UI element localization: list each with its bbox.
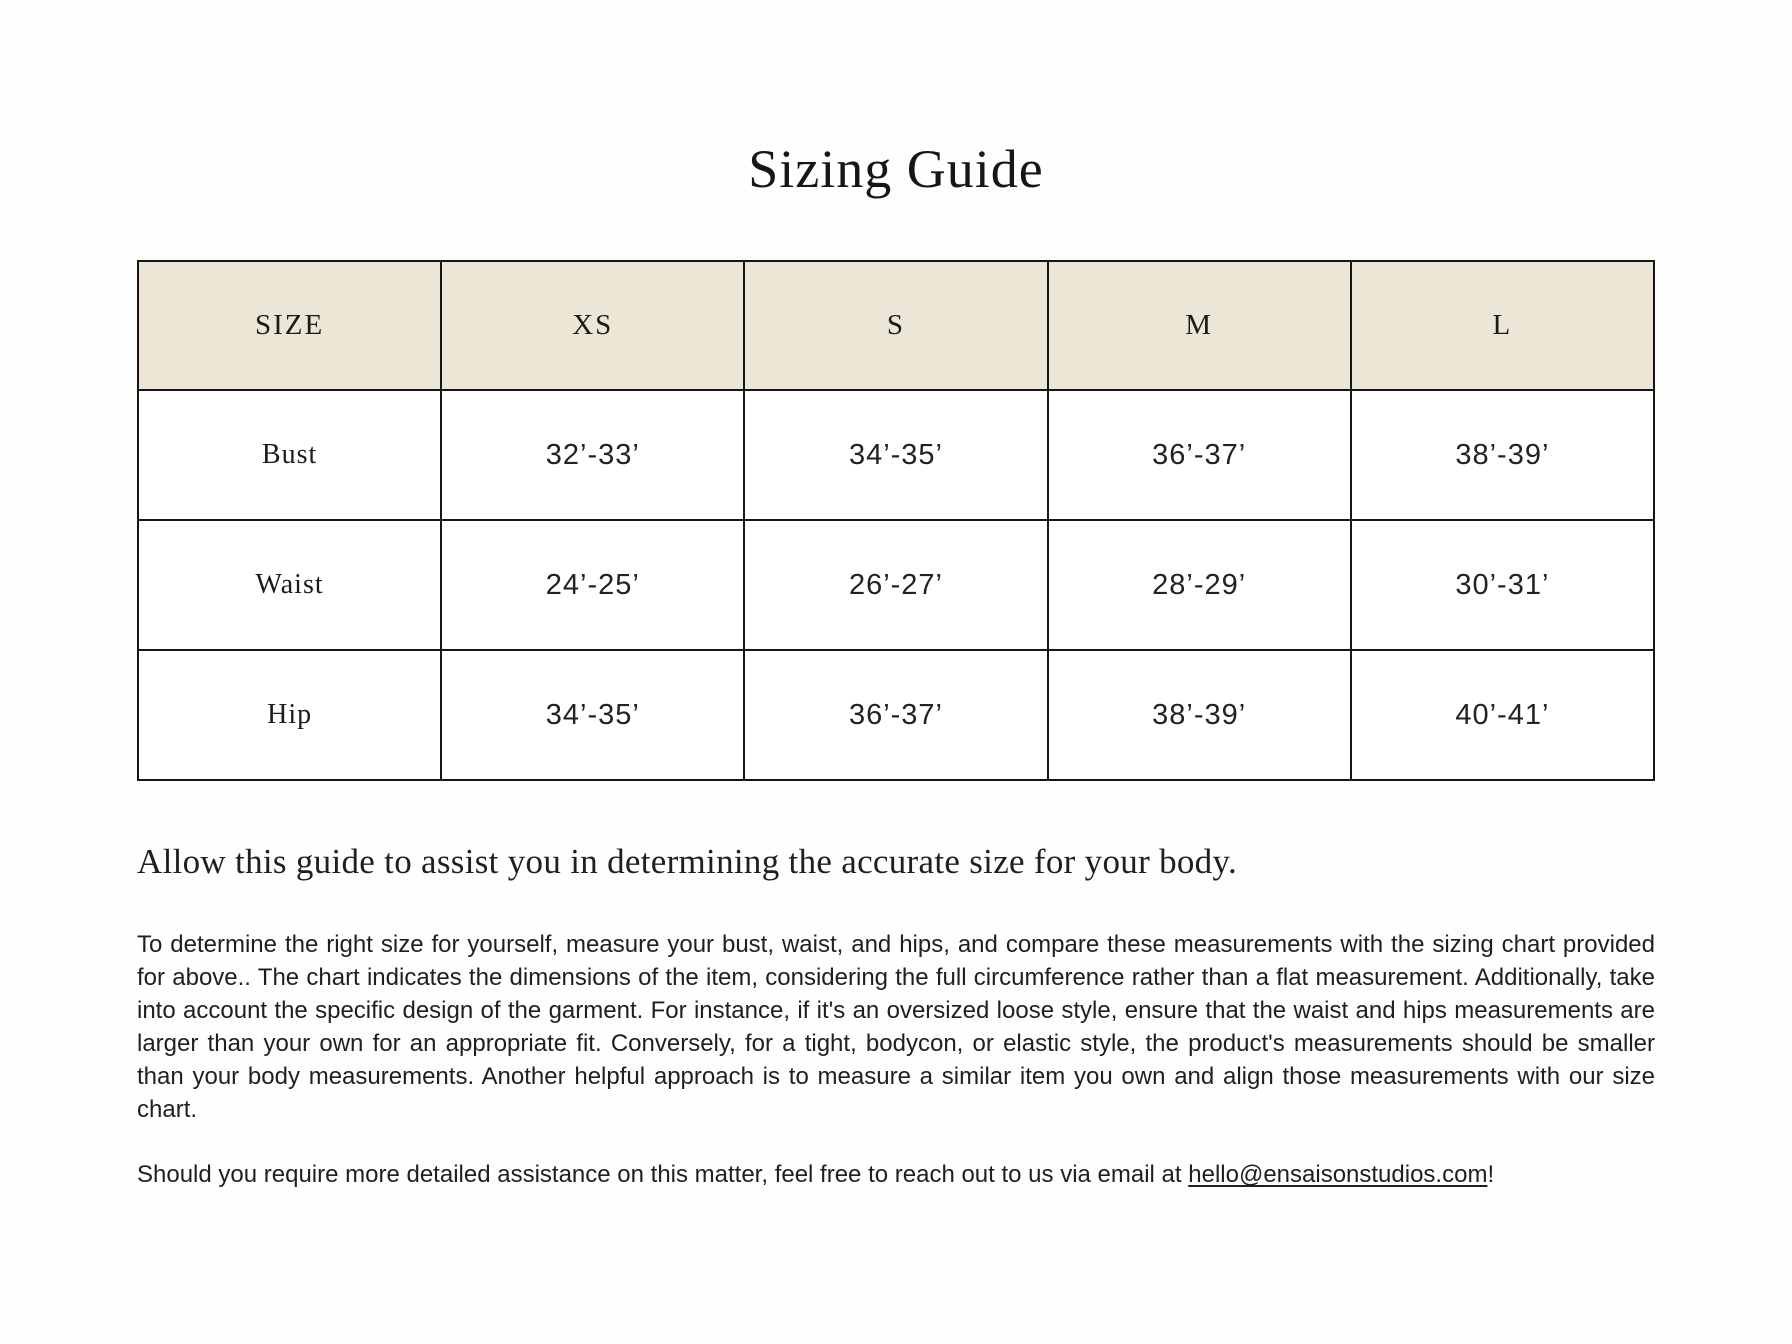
column-header-xs: XS [441, 261, 744, 390]
size-value-cell: 34’-35’ [441, 650, 744, 780]
size-chart-table [137, 260, 1655, 781]
row-label: Hip [138, 650, 441, 780]
size-column-header: SIZE [138, 261, 441, 390]
contact-text: Should you require more detailed assistance on this matter, feel free to reach out to us via email at [137, 1161, 1189, 1188]
size-value-cell: 38’-39’ [1048, 650, 1351, 780]
column-header-s: S [744, 261, 1047, 390]
size-row-waist [138, 520, 1654, 650]
size-value-cell: 36’-37’ [1048, 390, 1351, 520]
row-label: Bust [138, 390, 441, 520]
size-value-cell: 30’-31’ [1351, 520, 1654, 650]
contact-line [137, 1158, 1697, 1191]
size-value-cell: 26’-27’ [744, 520, 1047, 650]
size-value-cell: 28’-29’ [1048, 520, 1351, 650]
size-value-cell: 34’-35’ [744, 390, 1047, 520]
row-label: Waist [138, 520, 441, 650]
guide-heading: Allow this guide to assist you in determining the accurate size for your body. [137, 842, 1238, 881]
size-value-cell: 38’-39’ [1351, 390, 1654, 520]
size-row-bust [138, 390, 1654, 520]
email-link[interactable]: hello@ensaisonstudios.com [1188, 1161, 1488, 1188]
contact-suffix: ! [1487, 1161, 1495, 1188]
size-value-cell: 24’-25’ [441, 520, 744, 650]
size-chart-header [138, 261, 1654, 390]
size-row-hip [138, 650, 1654, 780]
column-header-m: M [1048, 261, 1351, 390]
column-header-l: L [1351, 261, 1654, 390]
header-row [138, 261, 1654, 390]
size-value-cell: 36’-37’ [744, 650, 1047, 780]
size-chart-body [138, 390, 1654, 780]
guide-paragraph: To determine the right size for yourself, measure your bust, waist, and hips, and compare these measurements with the sizing chart provided for above.. The chart indicates the dimensions of the item, considering the full circumference rather than a flat measurement. Additionally, take into account the specific design of the garment. For instance, if it's an oversized loose style, ensure that the waist and hips measurements are larger than your own for an appropriate fit. Conversely, for a tight, bodycon, or elastic style, the product's measurements should be smaller than your body measurements. Another helpful approach is to measure a similar item you own and align those measurements with our size chart. [137, 931, 1655, 1123]
size-value-cell: 32’-33’ [441, 390, 744, 520]
page-title: Sizing Guide [748, 139, 1044, 199]
size-value-cell: 40’-41’ [1351, 650, 1654, 780]
